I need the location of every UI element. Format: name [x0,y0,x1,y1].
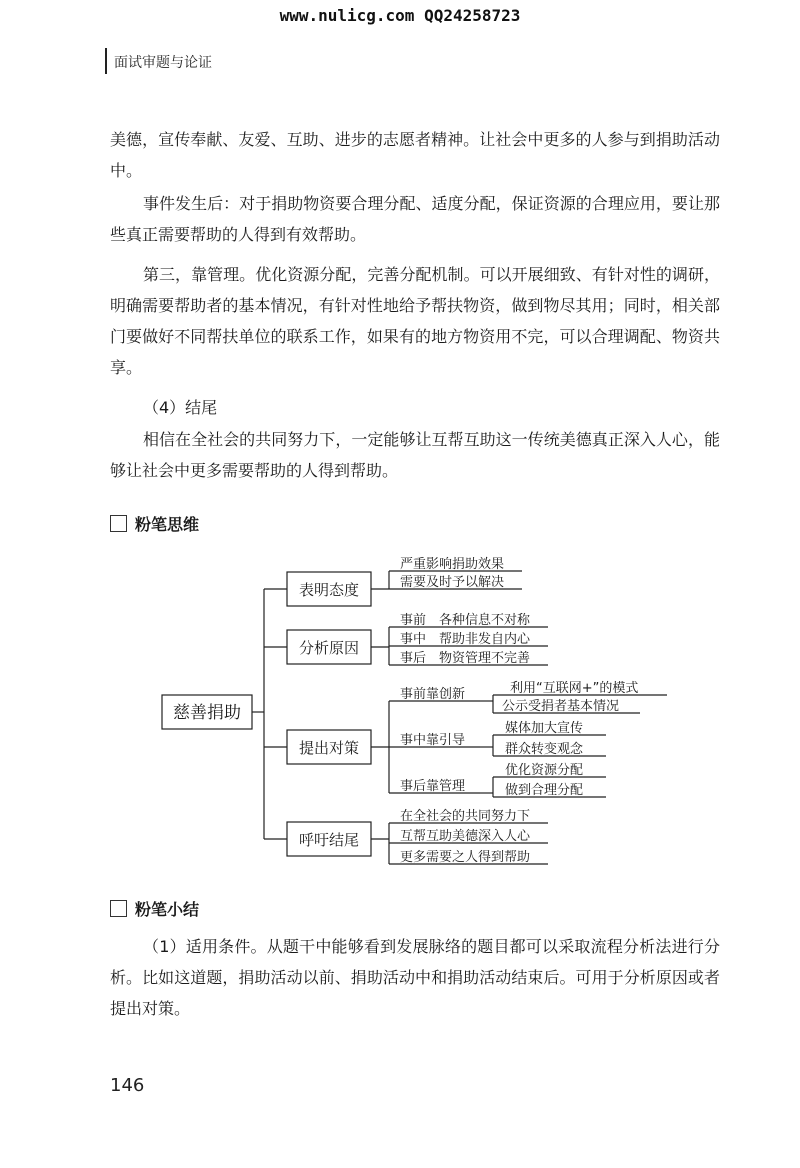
branch-measure: 提出对策 [298,739,360,757]
leaf-during-1: 媒体加大宣传 [505,721,584,736]
leaf-cause-2: 事中 帮助非发自内心 [400,632,531,647]
sub-before: 事前靠创新 [400,687,466,702]
leaf-before-1: 利用“互联网+”的模式 [510,681,639,696]
header-bar [105,48,107,74]
section-summary [110,897,199,920]
summary-icon [110,900,127,917]
mindmap-root: 慈善捐助 [173,703,241,723]
leaf-appeal-1: 在全社会的共同努力下 [400,809,531,824]
branch-appeal: 呼吁结尾 [298,831,360,849]
leaf-cause-1: 事前 各种信息不对称 [400,613,531,628]
leaf-appeal-3: 更多需要之人得到帮助 [400,850,531,865]
paragraph-4: （4）结尾 [143,398,218,417]
section-thinking [110,512,199,535]
branch-cause: 分析原因 [298,639,360,657]
paragraph-3: 第三，靠管理。优化资源分配，完善分配机制。可以开展细致、有针对性的调研，明确需要帮助者的基本情况，有针对性地给予帮扶物资，做到物尽其用；同时，相关部门要做好不同帮扶单位的联系工作，如果有的地方物资用不完，可以合理调配、物资共享。 [110,265,720,377]
header-title: 面试审题与论证 [114,55,212,71]
leaf-attitude-1: 严重影响捐助效果 [400,557,505,572]
section-summary-title: 粉笔小结 [135,900,200,919]
leaf-appeal-2: 互帮互助美德深入人心 [400,829,531,844]
watermark: www.nulicg.com QQ24258723 [279,6,521,25]
leaf-attitude-2: 需要及时予以解决 [400,575,505,590]
leaf-during-2: 群众转变观念 [505,742,584,757]
leaf-cause-3: 事后 物资管理不完善 [400,651,531,666]
section-thinking-title: 粉笔思维 [135,515,200,534]
mind-map [0,548,800,888]
paragraph-1: 美德，宣传奉献、友爱、互助、进步的志愿者精神。让社会中更多的人参与到捐助活动中。 [110,130,720,180]
sub-during: 事中靠引导 [400,733,466,748]
sub-after: 事后靠管理 [400,779,466,794]
chalk-icon [110,515,127,532]
page-number: 146 [110,1075,145,1096]
summary-paragraph: （1）适用条件。从题干中能够看到发展脉络的题目都可以采取流程分析法进行分析。比如这道题，捐助活动以前、捐助活动中和捐助活动结束后。可用于分析原因或者提出对策。 [110,937,720,1018]
leaf-after-1: 优化资源分配 [505,763,584,778]
branch-attitude: 表明态度 [298,581,360,599]
paragraph-2: 事件发生后：对于捐助物资要合理分配、适度分配，保证资源的合理应用，要让那些真正需要帮助的人得到有效帮助。 [110,194,720,244]
paragraph-5: 相信在全社会的共同努力下，一定能够让互帮互助这一传统美德真正深入人心，能够让社会中更多需要帮助的人得到帮助。 [110,430,720,480]
leaf-after-2: 做到合理分配 [505,783,584,798]
leaf-before-2: 公示受捐者基本情况 [502,699,620,714]
